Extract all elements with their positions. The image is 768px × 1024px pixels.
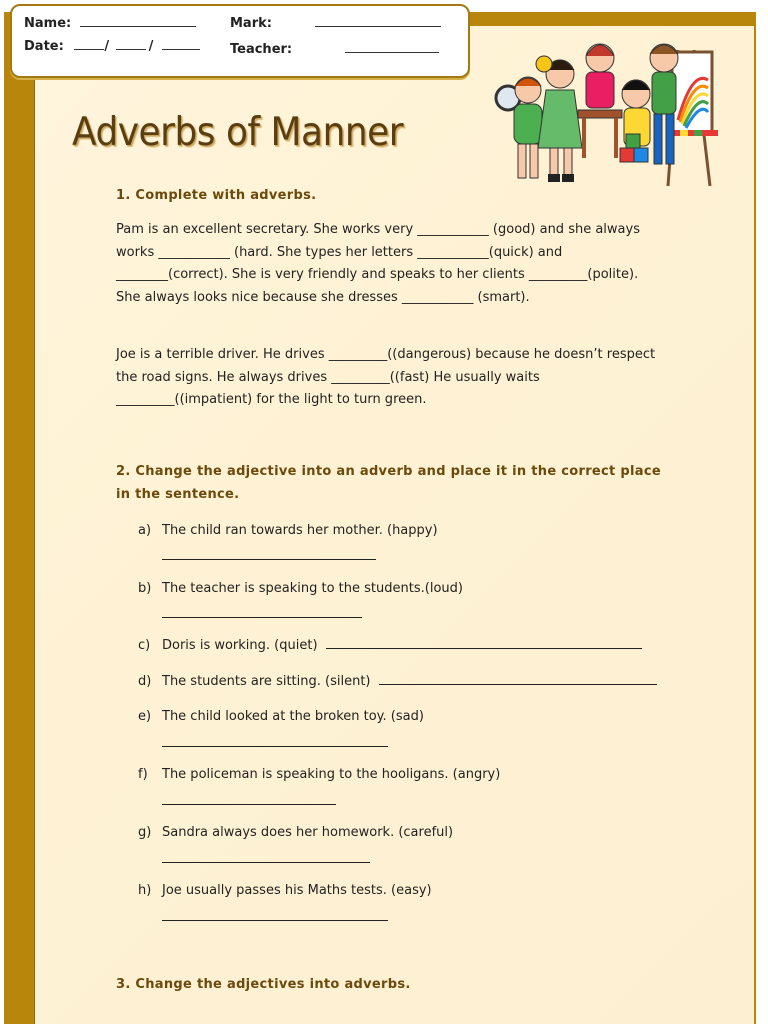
date-separator: / [148, 39, 154, 54]
exercise-item [138, 674, 657, 689]
exercise-item [138, 581, 463, 596]
item-label: b) [138, 581, 152, 596]
child-with-magnifier [496, 77, 542, 178]
answer-line[interactable] [379, 674, 657, 685]
child-at-desk [578, 44, 622, 158]
item-label: f) [138, 767, 148, 782]
teacher-row [230, 40, 439, 57]
item-text: Doris is working. (quiet) [162, 638, 318, 653]
student-info-box [10, 4, 470, 78]
exercise-item [138, 883, 432, 898]
date-day-field[interactable] [74, 37, 104, 50]
child-with-blocks [620, 80, 650, 162]
exercise-item [138, 709, 424, 724]
item-text: The child ran towards her mother. (happy) [162, 523, 438, 538]
item-label: a) [138, 523, 152, 538]
section1-paragraph-joe: Joe is a terrible driver. He drives _________((dangerous) because he doesn’t respect the road signs. He always drives _________((fast) He usually waits _________((impatient) for the light to turn green. [116, 347, 656, 408]
children-clipart [494, 30, 724, 190]
answer-line[interactable] [162, 803, 336, 805]
answer-line[interactable] [162, 861, 370, 863]
section2-heading-line1: 2. Change the adjective into an adverb and place it in the correct place [116, 464, 661, 479]
section3-heading: 3. Change the adjectives into adverbs. [116, 977, 411, 992]
date-year-field[interactable] [162, 37, 200, 50]
item-label: g) [138, 825, 152, 840]
section2-heading-line2: in the sentence. [116, 487, 240, 502]
date-separator: / [104, 39, 110, 54]
date-label: Date: [24, 39, 64, 54]
item-label: e) [138, 709, 152, 724]
item-label: d) [138, 674, 152, 689]
item-label: c) [138, 638, 151, 653]
mark-label: Mark: [230, 16, 272, 31]
name-label: Name: [24, 16, 72, 31]
answer-line[interactable] [162, 745, 388, 747]
name-field[interactable] [80, 14, 196, 27]
teacher-label: Teacher: [230, 42, 293, 57]
answer-line[interactable] [162, 616, 362, 618]
teacher-field[interactable] [345, 40, 439, 53]
exercise-item [138, 825, 453, 840]
exercise-item [138, 638, 642, 653]
section1-paragraph-pam: Pam is an excellent secretary. She works very ___________ (good) and she always works ___________ (hard. She types her letters ___________(quick) and ________(correct). She is very friendly and speaks to her clients _________(polite). She always looks nice because she dresses ___________ (smart). [116, 222, 640, 305]
date-month-field[interactable] [116, 37, 146, 50]
answer-line[interactable] [326, 638, 642, 649]
date-row [24, 37, 200, 54]
exercise-item [138, 523, 438, 538]
answer-line[interactable] [162, 919, 388, 921]
name-row [24, 14, 196, 31]
item-text: The policeman is speaking to the hooligans. (angry) [162, 767, 501, 782]
answer-line[interactable] [162, 558, 376, 560]
item-text: The child looked at the broken toy. (sad) [162, 709, 424, 724]
item-text: The teacher is speaking to the students.(loud) [162, 581, 463, 596]
item-text: Joe usually passes his Maths tests. (easy) [162, 883, 432, 898]
section1-heading: 1. Complete with adverbs. [116, 188, 317, 203]
child-painter [650, 44, 678, 164]
item-text: Sandra always does her homework. (careful) [162, 825, 454, 840]
page-title: Adverbs of Manner [72, 110, 404, 155]
item-text: The students are sitting. (silent) [162, 674, 371, 689]
easel-illustration [668, 50, 718, 186]
mark-row [230, 14, 441, 31]
mark-field[interactable] [315, 14, 441, 27]
item-label: h) [138, 883, 152, 898]
exercise-item [138, 767, 500, 782]
child-in-green-dress [536, 56, 582, 182]
